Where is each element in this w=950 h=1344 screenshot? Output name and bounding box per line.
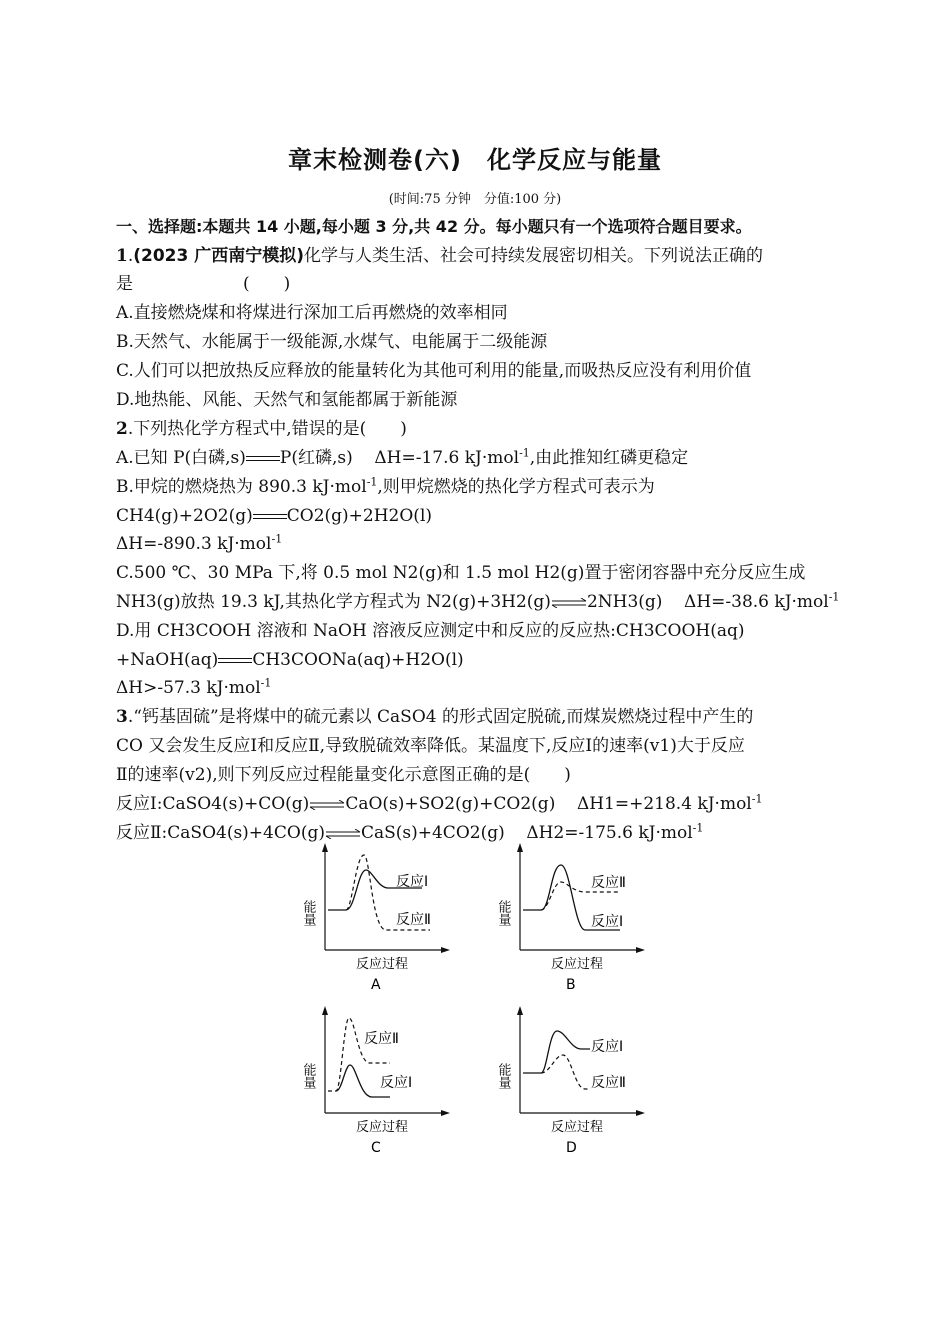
energy-diagram-a xyxy=(300,840,470,995)
q3-stem-line3: Ⅱ的速率(v2),则下列反应过程能量变化示意图正确的是( ) xyxy=(116,765,571,785)
q3-r2-left: 反应Ⅱ:CaSO4(s)+4CO(g) xyxy=(116,823,325,843)
q2-option-d-equation xyxy=(116,649,464,671)
reversible-arrow-icon xyxy=(325,829,361,839)
q2-option-d-dh xyxy=(116,677,271,699)
y-axis-label: 能量 xyxy=(300,1063,316,1089)
energy-diagram-c xyxy=(300,1003,470,1158)
q3-stem-line2: CO 又会发生反应Ⅰ和反应Ⅱ,导致脱硫效率降低。某温度下,反应Ⅰ的速率(v1)大于反应 xyxy=(116,736,745,756)
curve-reaction-ii xyxy=(541,1055,590,1089)
q2-b-dh: ΔH=-890.3 kJ·mol xyxy=(116,534,272,554)
superscript: -1 xyxy=(260,676,272,690)
legend-label-2: 反应Ⅰ xyxy=(380,1075,413,1091)
q2-number: 2 xyxy=(116,419,128,439)
energy-diagram-d xyxy=(495,1003,665,1158)
q2-a-tail: ,由此推知红磷更稳定 xyxy=(529,448,689,468)
superscript: -1 xyxy=(519,446,530,460)
q3-r1-right: CaO(s)+SO2(g)+CO2(g) xyxy=(345,794,556,814)
diagram-label: A xyxy=(371,977,381,993)
q2-c-eq-right: 2NH3(g) xyxy=(586,592,663,612)
q1-stem-b: 是 xyxy=(116,274,133,294)
superscript: -1 xyxy=(692,821,704,835)
q2-b-text: B.甲烷的燃烧热为 890.3 kJ·mol xyxy=(116,477,367,497)
superscript: -1 xyxy=(751,792,763,806)
y-axis-label: 能量 xyxy=(300,900,316,926)
q2-a-right: P(红磷,s) xyxy=(279,448,353,468)
curve-reaction-i xyxy=(523,1031,590,1073)
q2-c-dh: ΔH=-38.6 kJ·mol xyxy=(684,592,829,612)
legend-label-1: 反应Ⅰ xyxy=(396,874,429,890)
q2-option-c-line1: C.500 ℃、30 MPa 下,将 0.5 mol N2(g)和 1.5 mol H2(g)置于密闭容器中充分反应生成 xyxy=(116,563,806,583)
q1-stem-a: 化学与人类生活、社会可持续发展密切相关。下列说法正确的 xyxy=(304,246,764,266)
q1-option-a: A.直接燃烧煤和将煤进行深加工后再燃烧的效率相同 xyxy=(116,303,508,323)
legend-label-2: 反应Ⅱ xyxy=(396,912,431,928)
q2-d-eq-right: CH3COONa(aq)+H2O(l) xyxy=(252,650,464,670)
equals-arrow xyxy=(218,657,252,665)
x-axis-label: 反应过程 xyxy=(551,957,604,972)
q3-number: 3 xyxy=(116,707,128,727)
legend-label-1: 反应Ⅰ xyxy=(591,1039,624,1055)
q2-b-eq-left: CH4(g)+2O2(g) xyxy=(116,506,253,526)
y-axis-arrow xyxy=(517,1006,523,1015)
q2-a-left: A.已知 P(白磷,s) xyxy=(116,448,246,468)
q2-d-eq-left: +NaOH(aq) xyxy=(116,650,219,670)
legend-label-2: 反应Ⅱ xyxy=(591,1075,626,1091)
diagram-label: D xyxy=(566,1140,577,1156)
q3-r1-dh: ΔH1=+218.4 kJ·mol xyxy=(576,794,752,814)
y-axis-arrow xyxy=(322,843,328,852)
q3-r2-right: CaS(s)+4CO2(g) xyxy=(360,823,505,843)
q3-stem-line1 xyxy=(116,706,753,728)
energy-diagram-b xyxy=(495,840,665,995)
equals-arrow xyxy=(253,513,287,521)
q1-number: 1 xyxy=(116,246,128,266)
q1-option-b: B.天然气、水能属于一级能源,水煤气、电能属于二级能源 xyxy=(116,332,548,352)
x-axis-arrow xyxy=(441,1110,450,1116)
q2-option-b-line1 xyxy=(116,476,655,498)
q2-stem-text: .下列热化学方程式中,错误的是( ) xyxy=(127,419,407,439)
x-axis-arrow xyxy=(441,947,450,953)
section-heading: 一、选择题:本题共 14 小题,每小题 3 分,共 42 分。每小题只有一个选项符合题目要求。 xyxy=(116,217,752,236)
x-axis-label: 反应过程 xyxy=(551,1120,604,1135)
x-axis-arrow xyxy=(636,947,645,953)
q2-option-a xyxy=(116,447,688,469)
q1-option-d: D.地热能、风能、天然气和氢能都属于新能源 xyxy=(116,390,458,410)
q2-d-dh: ΔH>-57.3 kJ·mol xyxy=(116,678,261,698)
q2-option-b-equation xyxy=(116,505,432,527)
y-axis-label: 能量 xyxy=(495,1063,511,1089)
q2-option-b-dh xyxy=(116,533,282,555)
q3-reaction-1 xyxy=(116,793,762,815)
x-axis-label: 反应过程 xyxy=(356,957,409,972)
reversible-arrow-icon xyxy=(309,800,345,810)
q2-a-dh: ΔH=-17.6 kJ·mol xyxy=(374,448,520,468)
q1-option-c: C.人们可以把放热反应释放的能量转化为其他可利用的能量,而吸热反应没有利用价值 xyxy=(116,361,752,381)
q1-stem-line1: 1.(2023 广西南宁模拟)化学与人类生活、社会可持续发展密切相关。下列说法正确的 xyxy=(116,246,764,266)
q2-b-eq-right: CO2(g)+2H2O(l) xyxy=(286,506,433,526)
exam-time-score: (时间:75 分钟 分值:100 分) xyxy=(388,192,562,207)
page-title: 章末检测卷(六) 化学反应与能量 xyxy=(288,146,662,174)
reversible-arrow-icon xyxy=(551,598,587,608)
legend-label-1: 反应Ⅱ xyxy=(364,1031,399,1047)
superscript: -1 xyxy=(828,590,840,604)
q2-option-c-line2 xyxy=(116,591,839,613)
legend-label-2: 反应Ⅰ xyxy=(591,914,624,930)
q3-line1-text: .“钙基固硫”是将煤中的硫元素以 CaSO4 的形式固定脱硫,而煤炭燃烧过程中产生的 xyxy=(127,707,754,727)
diagram-label: C xyxy=(371,1140,381,1156)
y-axis-arrow xyxy=(517,843,523,852)
q2-c-eq-left: NH3(g)放热 19.3 kJ,其热化学方程式为 N2(g)+3H2(g) xyxy=(116,592,551,612)
x-axis-arrow xyxy=(636,1110,645,1116)
y-axis-arrow xyxy=(322,1006,328,1015)
q2-stem xyxy=(116,418,407,440)
q1-answer-bracket: ( ) xyxy=(243,274,291,294)
q2-b-tail: ,则甲烷燃烧的热化学方程式可表示为 xyxy=(377,477,655,497)
superscript: -1 xyxy=(271,532,283,546)
q3-r2-dh: ΔH2=-175.6 kJ·mol xyxy=(526,823,693,843)
x-axis-label: 反应过程 xyxy=(356,1120,409,1135)
superscript: -1 xyxy=(366,475,378,489)
legend-label-1: 反应Ⅱ xyxy=(591,875,626,891)
q1-stem-line2 xyxy=(116,273,290,295)
q1-source: (2023 广西南宁模拟) xyxy=(133,246,305,266)
diagram-label: B xyxy=(566,977,576,993)
q2-option-d-line1: D.用 CH3COOH 溶液和 NaOH 溶液反应测定中和反应的反应热:CH3COOH(aq) xyxy=(116,621,745,641)
q3-r1-left: 反应Ⅰ:CaSO4(s)+CO(g) xyxy=(116,794,310,814)
y-axis-label: 能量 xyxy=(495,900,511,926)
equals-arrow xyxy=(246,455,280,463)
